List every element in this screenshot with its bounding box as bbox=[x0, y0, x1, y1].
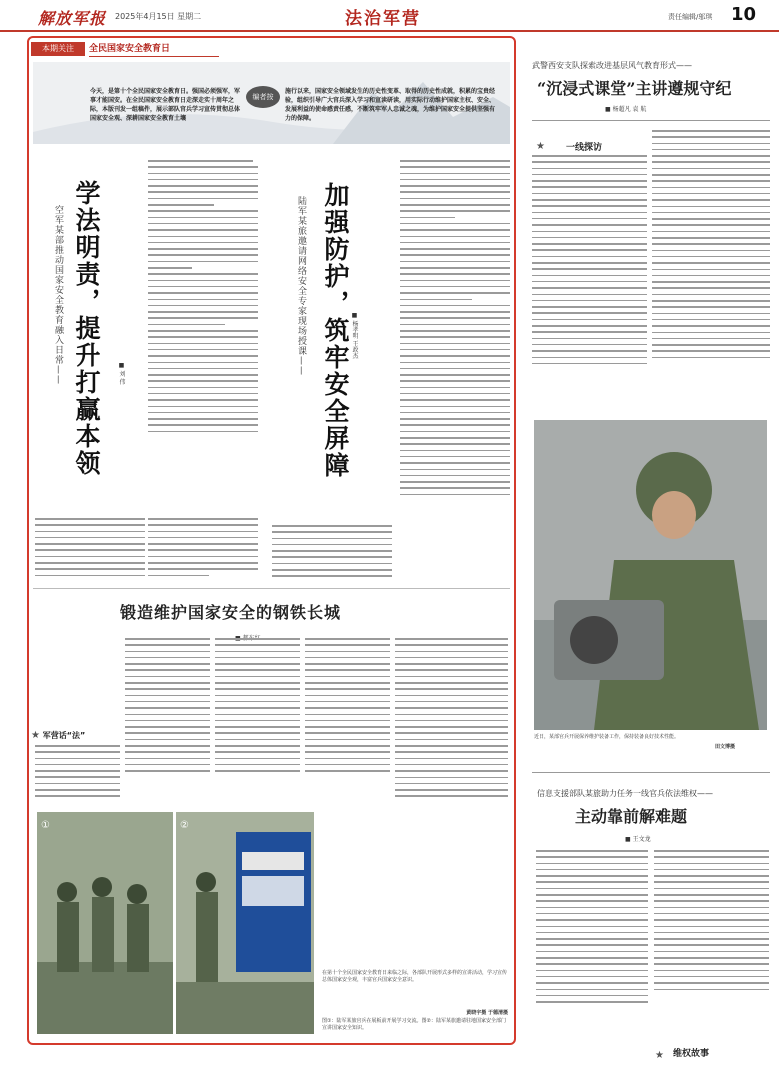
right-photo-caption: 近日，某部官兵开展保养维护装备工作，保持装备良好技术性能。 bbox=[534, 734, 680, 740]
article1-body-col2 bbox=[148, 518, 258, 588]
article3-body-col2 bbox=[125, 638, 210, 808]
article2-subtitle: 陆军某旅邀请网络安全专家现场授课—— bbox=[296, 196, 306, 376]
photo-credits: 黄晓宇摄 于德清摄 bbox=[466, 1010, 508, 1016]
article1-body-col1 bbox=[148, 160, 258, 515]
star-icon: ★ bbox=[536, 141, 545, 152]
lede-right: 施行以来，国家安全领域发生的历史性变革、取得的历史性成就，积累的宝贵经验，组织引导广大官兵深入学习和宣读研读，用实际行动维护国家主权、安全、发展利益的使命感责任感，不断筑牢军人忠诚之魂，为维护国家安全提供坚强有力的保障。 bbox=[285, 88, 496, 122]
section-title: 法治军营 bbox=[345, 9, 421, 29]
photo-soldiers-reading bbox=[37, 812, 173, 1034]
article1-author: ■ 刘 伟 bbox=[118, 362, 125, 385]
right-author2: ■ 王文龙 bbox=[625, 836, 651, 843]
page-number: 10 bbox=[731, 4, 757, 25]
issue-date: 2025年4月15日 星期二 bbox=[115, 12, 202, 21]
article3-body-col1 bbox=[35, 745, 120, 810]
article2-headline: 加强防护，筑牢安全屏障 bbox=[321, 182, 350, 479]
section-mark bbox=[536, 134, 545, 153]
section-label: 一线探访 bbox=[566, 143, 603, 153]
article1-body-col0 bbox=[35, 518, 145, 588]
divider bbox=[532, 120, 770, 121]
svg-text:②: ② bbox=[180, 820, 189, 831]
right2-body-col1 bbox=[536, 850, 648, 1040]
feature-topic: 全民国家安全教育日 bbox=[89, 42, 219, 57]
photo-soldier-maintenance bbox=[534, 420, 767, 730]
right-body-col1 bbox=[532, 155, 647, 415]
photo-caption: 在第十个全民国家安全教育日来临之际，各部队开展形式多样的宣讲活动，学习宣传总体国家安全观，丰富官兵国家安全意识。 bbox=[322, 970, 508, 983]
article3-body-col5 bbox=[395, 638, 508, 838]
article2-author: ■ 杨孝明 王政杰 bbox=[351, 312, 358, 359]
article3-headline: 锻造维护国家安全的钢铁长城 bbox=[120, 603, 342, 622]
article1-subtitle: 空军某部推动国家安全教育融入日常—— bbox=[53, 205, 63, 385]
column-label bbox=[31, 730, 85, 741]
right-body-col2 bbox=[652, 130, 770, 415]
svg-text:①: ① bbox=[41, 820, 50, 831]
lede-left: 今天，是第十个全民国家安全教育日。强国必须强军，军事才能国安。在全民国家安全教育日走深走实十周年之际，本版刊发一组稿件，展示部队官兵学习宣传贯彻总体国家安全观、深耕国家安全教育土壤 bbox=[90, 88, 241, 122]
photo-notes: 图①：陆军某旅官兵在展板前开展学习交流。图②：陆军某旅邀请驻地国家安全部门宣讲国家安全知识。 bbox=[322, 1018, 506, 1031]
feature-tag: 本期关注 bbox=[31, 42, 85, 56]
newspaper-logo: 解放军报 bbox=[38, 9, 107, 28]
article2-body-col1 bbox=[400, 160, 510, 590]
right-headline1: “沉浸式课堂”主讲遵规守纪 bbox=[537, 79, 732, 98]
right2-body-col2 bbox=[654, 850, 769, 1025]
divider bbox=[532, 772, 770, 773]
article3-body-col3 bbox=[215, 638, 300, 808]
editor-credit: 责任编辑/邬琪 bbox=[668, 13, 713, 21]
star-icon: ★ bbox=[31, 730, 40, 741]
right-author1: ■ 杨超凡 袁 航 bbox=[605, 106, 647, 113]
editor-note-seal: 编者按 bbox=[246, 86, 280, 108]
footer-mark bbox=[655, 1043, 664, 1062]
article1-headline: 学法明责，提升打赢本领 bbox=[72, 180, 101, 477]
right-photo-credit: 田文博摄 bbox=[715, 744, 736, 750]
right-kicker2: 信息支援部队某旅助力任务一线官兵依法维权—— bbox=[537, 789, 713, 798]
divider bbox=[33, 588, 510, 589]
right-headline2: 主动靠前解难题 bbox=[575, 807, 688, 826]
photo-exhibit-board bbox=[176, 812, 314, 1034]
column-label-text: 军营话“法” bbox=[42, 731, 86, 740]
article2-body-col0 bbox=[272, 525, 392, 590]
footer-column-label: 维权故事 bbox=[673, 1049, 710, 1059]
star-icon: ★ bbox=[655, 1050, 664, 1061]
article3-body-col4 bbox=[305, 638, 390, 808]
right-kicker1: 武警西安支队探索改进基层风气教育形式—— bbox=[532, 61, 692, 70]
